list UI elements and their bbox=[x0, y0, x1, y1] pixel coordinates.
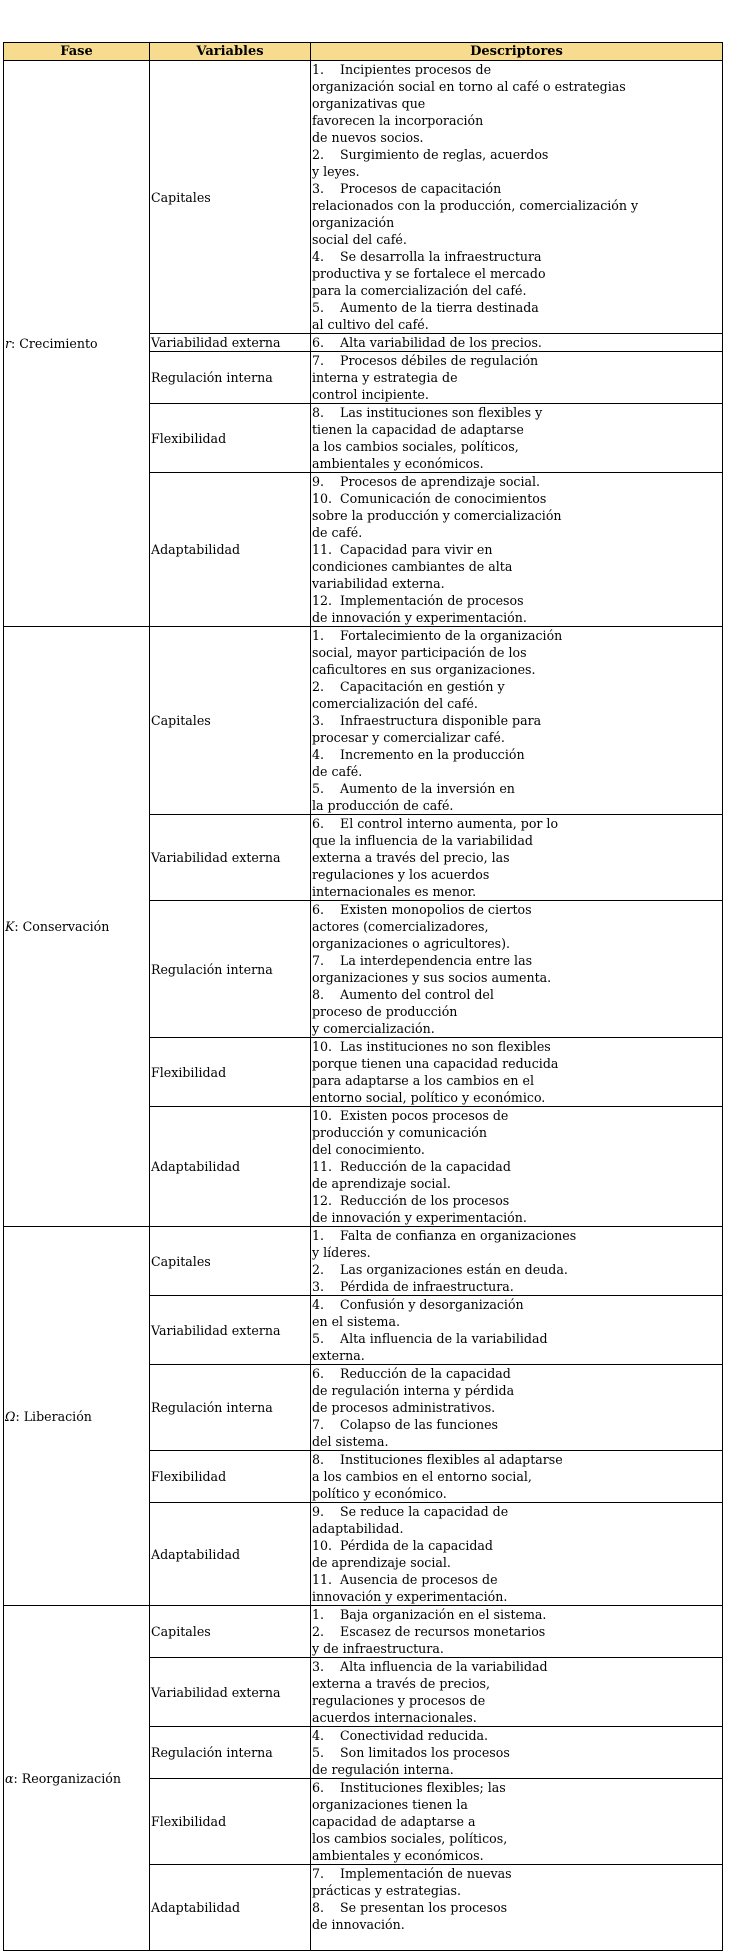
table-body bbox=[4, 61, 723, 1951]
descriptor-line: para adaptarse a los cambios en el bbox=[312, 1073, 535, 1088]
phase-symbol: Ω bbox=[5, 1408, 16, 1424]
descriptor-line: 10. Comunicación de conocimientos bbox=[312, 491, 547, 506]
descriptor-line: productiva y se fortalece el mercado bbox=[312, 266, 546, 281]
descriptor-line: a los cambios sociales, políticos, bbox=[312, 439, 519, 454]
variable-cell: Variabilidad externa bbox=[150, 334, 311, 352]
descriptor-line: organizativas que bbox=[312, 96, 426, 111]
descriptor-line: 6. Instituciones flexibles; las bbox=[312, 1780, 506, 1795]
descriptor-cell bbox=[311, 627, 723, 815]
descriptor-line: 2. Las organizaciones están en deuda. bbox=[312, 1262, 568, 1277]
descriptor-line: 4. Conectividad reducida. bbox=[312, 1728, 489, 1743]
variable-cell: Variabilidad externa bbox=[150, 1658, 311, 1727]
descriptor-line: y comercialización. bbox=[312, 1021, 435, 1036]
descriptor-cell bbox=[311, 1038, 723, 1107]
descriptor-line: de regulación interna. bbox=[312, 1762, 454, 1777]
descriptor-line: de café. bbox=[312, 764, 363, 779]
descriptor-line: 9. Procesos de aprendizaje social. bbox=[312, 474, 541, 489]
descriptor-line: prácticas y estrategias. bbox=[312, 1883, 461, 1898]
descriptor-line: 3. Alta influencia de la variabilidad bbox=[312, 1659, 548, 1674]
table-row bbox=[4, 627, 723, 815]
descriptor-line: externa a través de precios, bbox=[312, 1676, 491, 1691]
descriptor-cell bbox=[311, 1296, 723, 1365]
header-row bbox=[4, 43, 723, 61]
descriptor-line: 11. Capacidad para vivir en bbox=[312, 542, 493, 557]
descriptor-line: de innovación y experimentación. bbox=[312, 1210, 527, 1225]
descriptor-line: de aprendizaje social. bbox=[312, 1176, 451, 1191]
descriptor-line: condiciones cambiantes de alta bbox=[312, 559, 513, 574]
descriptor-line bbox=[312, 1933, 721, 1950]
descriptor-line: comercialización del café. bbox=[312, 696, 478, 711]
descriptor-line: porque tienen una capacidad reducida bbox=[312, 1056, 559, 1071]
descriptor-line: la producción de café. bbox=[312, 798, 454, 813]
descriptor-line: 9. Se reduce la capacidad de bbox=[312, 1504, 509, 1519]
descriptor-line: 11. Reducción de la capacidad bbox=[312, 1159, 511, 1174]
descriptor-line: interna y estrategia de bbox=[312, 370, 458, 385]
descriptor-line: 1. Baja organización en el sistema. bbox=[312, 1607, 547, 1622]
variable-cell: Flexibilidad bbox=[150, 1451, 311, 1503]
phases-table bbox=[3, 42, 723, 1951]
descriptor-line: sobre la producción y comercialización bbox=[312, 508, 562, 523]
variable-cell: Variabilidad externa bbox=[150, 1296, 311, 1365]
variable-cell: Flexibilidad bbox=[150, 404, 311, 473]
descriptor-line: 10. Existen pocos procesos de bbox=[312, 1108, 509, 1123]
descriptor-line: tienen la capacidad de adaptarse bbox=[312, 422, 524, 437]
phase-symbol: r bbox=[5, 336, 12, 351]
variable-cell: Regulación interna bbox=[150, 901, 311, 1038]
descriptor-line: 4. Incremento en la producción bbox=[312, 747, 525, 762]
header-descriptores: Descriptores bbox=[311, 43, 723, 61]
descriptor-line: 10. Las instituciones no son flexibles bbox=[312, 1039, 551, 1054]
descriptor-line: ambientales y económicos. bbox=[312, 1848, 484, 1863]
variable-cell: Adaptabilidad bbox=[150, 473, 311, 627]
descriptor-cell bbox=[311, 1227, 723, 1296]
descriptor-cell bbox=[311, 352, 723, 404]
descriptor-line: favorecen la incorporación bbox=[312, 113, 484, 128]
descriptor-line: de innovación. bbox=[312, 1917, 405, 1932]
descriptor-cell bbox=[311, 1451, 723, 1503]
descriptor-cell bbox=[311, 1606, 723, 1658]
descriptor-line: 3. Infraestructura disponible para bbox=[312, 713, 542, 728]
table-row bbox=[4, 1606, 723, 1658]
descriptor-line: organización bbox=[312, 215, 395, 230]
descriptor-line: relacionados con la producción, comercialización y bbox=[312, 198, 639, 213]
descriptor-line: organizaciones tienen la bbox=[312, 1797, 468, 1812]
descriptor-line: organizaciones o agricultores). bbox=[312, 936, 511, 951]
variable-cell: Adaptabilidad bbox=[150, 1107, 311, 1227]
variable-cell: Flexibilidad bbox=[150, 1779, 311, 1865]
phase-symbol: α bbox=[5, 1770, 14, 1786]
descriptor-line: 1. Fortalecimiento de la organización bbox=[312, 628, 563, 643]
descriptor-line: adaptabilidad. bbox=[312, 1521, 404, 1536]
descriptor-line: 10. Pérdida de la capacidad bbox=[312, 1538, 493, 1553]
descriptor-line: al cultivo del café. bbox=[312, 317, 429, 332]
descriptor-line: externa. bbox=[312, 1348, 365, 1363]
variable-cell: Adaptabilidad bbox=[150, 1865, 311, 1951]
descriptor-line: 7. Procesos débiles de regulación bbox=[312, 353, 539, 368]
descriptor-line: 7. La interdependencia entre las bbox=[312, 953, 533, 968]
table-row bbox=[4, 1227, 723, 1296]
descriptor-line: social del café. bbox=[312, 232, 407, 247]
descriptor-line: internacionales es menor. bbox=[312, 884, 477, 899]
variable-cell: Capitales bbox=[150, 1606, 311, 1658]
phase-name: : Conservación bbox=[14, 919, 110, 934]
variable-cell: Regulación interna bbox=[150, 1365, 311, 1451]
descriptor-cell bbox=[311, 1865, 723, 1951]
descriptor-cell bbox=[311, 404, 723, 473]
descriptor-line: entorno social, político y económico. bbox=[312, 1090, 546, 1105]
phase-name: : Reorganización bbox=[13, 1770, 121, 1786]
descriptor-line: 11. Ausencia de procesos de bbox=[312, 1572, 498, 1587]
descriptor-line: 3. Pérdida de infraestructura. bbox=[312, 1279, 514, 1294]
descriptor-line: ambientales y económicos. bbox=[312, 456, 484, 471]
variable-cell: Flexibilidad bbox=[150, 1038, 311, 1107]
phase-cell bbox=[4, 61, 150, 627]
descriptor-line: 8. Se presentan los procesos bbox=[312, 1900, 508, 1915]
phase-name: : Liberación bbox=[15, 1408, 92, 1424]
header-fase: Fase bbox=[4, 43, 150, 61]
table-row bbox=[4, 61, 723, 334]
descriptor-line: 8. Las instituciones son flexibles y bbox=[312, 405, 543, 420]
descriptor-cell bbox=[311, 473, 723, 627]
descriptor-cell bbox=[311, 334, 723, 352]
descriptor-line: 5. Aumento de la inversión en bbox=[312, 781, 515, 796]
descriptor-line: regulaciones y los acuerdos bbox=[312, 867, 490, 882]
descriptor-line: acuerdos internacionales. bbox=[312, 1710, 477, 1725]
descriptor-cell bbox=[311, 815, 723, 901]
descriptor-line: regulaciones y procesos de bbox=[312, 1693, 486, 1708]
descriptor-line: 2. Capacitación en gestión y bbox=[312, 679, 505, 694]
descriptor-cell bbox=[311, 1107, 723, 1227]
descriptor-line: de aprendizaje social. bbox=[312, 1555, 451, 1570]
descriptor-line: 5. Aumento de la tierra destinada bbox=[312, 300, 539, 315]
descriptor-line: para la comercialización del café. bbox=[312, 283, 527, 298]
descriptor-line: político y económico. bbox=[312, 1486, 447, 1501]
descriptor-line: 6. Reducción de la capacidad bbox=[312, 1366, 511, 1381]
descriptor-line: de innovación y experimentación. bbox=[312, 610, 527, 625]
descriptor-line: 7. Implementación de nuevas bbox=[312, 1866, 512, 1881]
descriptor-cell bbox=[311, 1365, 723, 1451]
phase-name: : Crecimiento bbox=[11, 336, 98, 351]
descriptor-line: 1. Falta de confianza en organizaciones bbox=[312, 1228, 577, 1243]
descriptor-line: a los cambios en el entorno social, bbox=[312, 1469, 532, 1484]
descriptor-line: 2. Escasez de recursos monetarios bbox=[312, 1624, 546, 1639]
descriptor-line: 8. Aumento del control del bbox=[312, 987, 494, 1002]
variable-cell: Variabilidad externa bbox=[150, 815, 311, 901]
descriptor-line: que la influencia de la variabilidad bbox=[312, 833, 533, 848]
descriptor-line: 4. Se desarrolla la infraestructura bbox=[312, 249, 542, 264]
descriptor-line: 4. Confusión y desorganización bbox=[312, 1297, 524, 1312]
descriptor-line: y líderes. bbox=[312, 1245, 371, 1260]
variable-cell: Regulación interna bbox=[150, 1727, 311, 1779]
variable-cell: Capitales bbox=[150, 61, 311, 334]
variable-cell: Adaptabilidad bbox=[150, 1503, 311, 1606]
descriptor-line: los cambios sociales, políticos, bbox=[312, 1831, 508, 1846]
descriptor-line: control incipiente. bbox=[312, 387, 429, 402]
descriptor-cell bbox=[311, 61, 723, 334]
descriptor-line: 8. Instituciones flexibles al adaptarse bbox=[312, 1452, 563, 1467]
descriptor-line: actores (comercializadores, bbox=[312, 919, 489, 934]
descriptor-line: variabilidad externa. bbox=[312, 576, 445, 591]
variable-cell: Capitales bbox=[150, 1227, 311, 1296]
descriptor-cell bbox=[311, 1779, 723, 1865]
descriptor-line: caficultores en sus organizaciones. bbox=[312, 662, 536, 677]
descriptor-line: producción y comunicación bbox=[312, 1125, 487, 1140]
descriptor-line: externa a través del precio, las bbox=[312, 850, 510, 865]
descriptor-line: 6. El control interno aumenta, por lo bbox=[312, 816, 559, 831]
descriptor-line: 12. Reducción de los procesos bbox=[312, 1193, 510, 1208]
variable-cell: Capitales bbox=[150, 627, 311, 815]
descriptor-line: 2. Surgimiento de reglas, acuerdos bbox=[312, 147, 549, 162]
variable-cell: Regulación interna bbox=[150, 352, 311, 404]
descriptor-line: 6. Existen monopolios de ciertos bbox=[312, 902, 532, 917]
descriptor-cell bbox=[311, 901, 723, 1038]
phase-symbol: K bbox=[5, 919, 15, 934]
phase-cell bbox=[4, 627, 150, 1227]
descriptor-line: de regulación interna y pérdida bbox=[312, 1383, 515, 1398]
descriptor-cell bbox=[311, 1658, 723, 1727]
descriptor-line: procesar y comercializar café. bbox=[312, 730, 505, 745]
descriptor-line: social, mayor participación de los bbox=[312, 645, 527, 660]
descriptor-line: 7. Colapso de las funciones bbox=[312, 1417, 498, 1432]
descriptor-line: del conocimiento. bbox=[312, 1142, 425, 1157]
descriptor-line: organización social en torno al café o estrategias bbox=[312, 79, 626, 94]
descriptor-line: capacidad de adaptarse a bbox=[312, 1814, 476, 1829]
descriptor-line: y leyes. bbox=[312, 164, 360, 179]
header-variables: Variables bbox=[150, 43, 311, 61]
descriptor-line: 6. Alta variabilidad de los precios. bbox=[312, 335, 542, 350]
descriptor-line: de procesos administrativos. bbox=[312, 1400, 496, 1415]
table-wrapper bbox=[3, 42, 722, 1951]
descriptor-line: y de infraestructura. bbox=[312, 1641, 444, 1656]
descriptor-line: organizaciones y sus socios aumenta. bbox=[312, 970, 552, 985]
descriptor-line: 5. Alta influencia de la variabilidad bbox=[312, 1331, 548, 1346]
phase-cell bbox=[4, 1606, 150, 1951]
descriptor-line: 12. Implementación de procesos bbox=[312, 593, 524, 608]
descriptor-line: proceso de producción bbox=[312, 1004, 458, 1019]
descriptor-line: 5. Son limitados los procesos bbox=[312, 1745, 510, 1760]
descriptor-line: en el sistema. bbox=[312, 1314, 400, 1329]
descriptor-line: del sistema. bbox=[312, 1434, 389, 1449]
descriptor-line: de café. bbox=[312, 525, 363, 540]
descriptor-line: innovación y experimentación. bbox=[312, 1589, 508, 1604]
phase-cell bbox=[4, 1227, 150, 1606]
descriptor-cell bbox=[311, 1727, 723, 1779]
descriptor-line: 1. Incipientes procesos de bbox=[312, 62, 492, 77]
descriptor-line: de nuevos socios. bbox=[312, 130, 424, 145]
descriptor-cell bbox=[311, 1503, 723, 1606]
descriptor-line: 3. Procesos de capacitación bbox=[312, 181, 502, 196]
